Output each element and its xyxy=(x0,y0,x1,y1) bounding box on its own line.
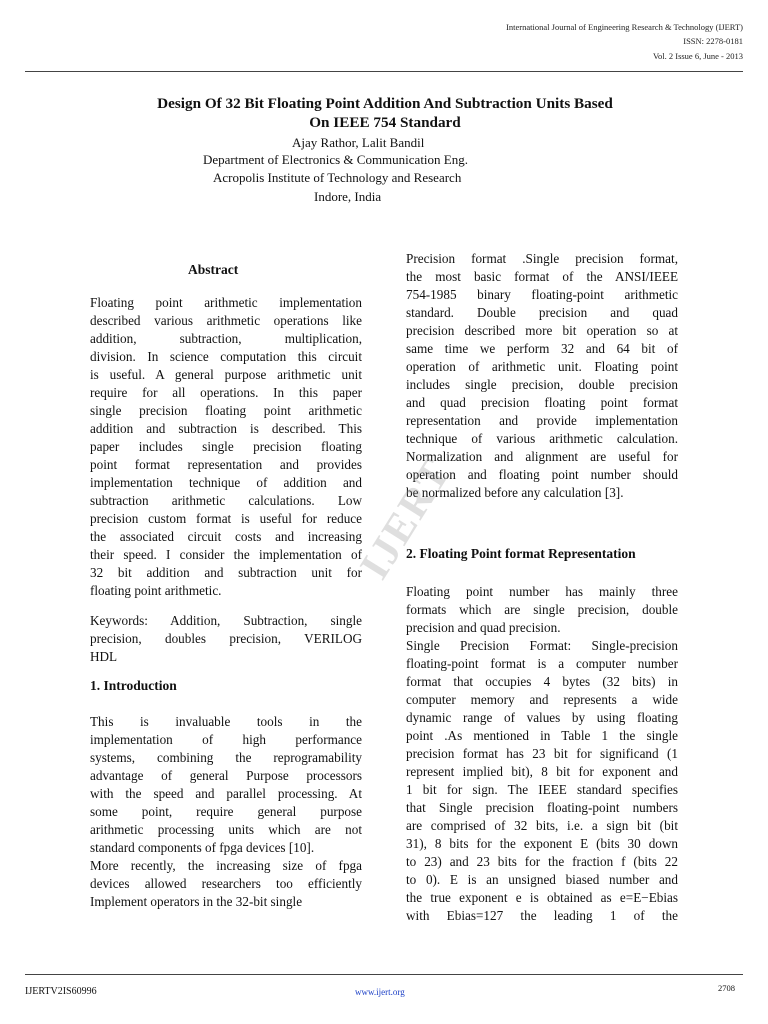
section2-body xyxy=(406,583,678,925)
abstract-heading: Abstract xyxy=(188,262,239,277)
section2-line: 1 bit for sign. The IEEE standard specifies xyxy=(406,782,678,797)
authors: Ajay Rathor, Lalit Bandil xyxy=(292,135,425,150)
continuation-line: Normalization and alignment are useful for xyxy=(406,449,678,464)
introduction-heading: 1. Introduction xyxy=(90,678,177,693)
section2-line: computer memory and represents a wide xyxy=(406,692,678,707)
section2-line: are comprised of 32 bits, i.e. a sign bit (bit xyxy=(406,818,678,833)
abstract-line: single precision floating point arithmetic xyxy=(90,403,362,418)
abstract-line: addition and subtraction is described. This xyxy=(90,421,362,436)
section2-line: Floating point number has mainly three xyxy=(406,584,678,599)
watermark: IJERT xyxy=(351,450,461,588)
department: Department of Electronics & Communication Eng. xyxy=(203,152,468,167)
section2-line: Single Precision Format: Single-precision xyxy=(406,638,678,653)
section2-line: to 0). E is an unsigned biased number and xyxy=(406,872,678,887)
continuation-line: be normalized before any calculation [3]. xyxy=(406,485,624,500)
abstract-line: require for all operations. In this paper xyxy=(90,385,362,400)
abstract-line: 32 bit addition and subtraction unit for xyxy=(90,565,362,580)
continuation-line: Precision format .Single precision format, xyxy=(406,251,678,266)
abstract-line: implementation technique of addition and xyxy=(90,475,362,490)
continuation-line: the most basic format of the ANSI/IEEE xyxy=(406,269,678,284)
abstract-line: paper includes single precision floating xyxy=(90,439,362,454)
section2-line: 31), 8 bits for the exponent E (bits 30 down xyxy=(406,836,678,851)
section2-line: formats which are single precision, double xyxy=(406,602,678,617)
section2-line: that Single precision floating-point numbers xyxy=(406,800,678,815)
abstract-line: described various arithmetic operations like xyxy=(90,313,362,328)
section2-heading: 2. Floating Point format Representation xyxy=(406,546,636,561)
page-number: 2708 xyxy=(718,983,735,993)
section2-line: the true exponent e is obtained as e=E−Ebias xyxy=(406,890,678,905)
continuation-line: representation and provide implementation xyxy=(406,413,678,428)
title-line-2: On IEEE 754 Standard xyxy=(309,114,461,131)
intro-line: systems, combining the reprogramability xyxy=(90,750,362,765)
continuation-line: 754-1985 binary floating-point arithmetic xyxy=(406,287,678,302)
website-link[interactable]: www.ijert.org xyxy=(355,987,405,997)
continuation-body xyxy=(406,250,678,502)
paper-title xyxy=(60,94,710,132)
footer-rule xyxy=(25,974,743,975)
intro-line: implementation of high performance xyxy=(90,732,362,747)
keywords-line: HDL xyxy=(90,649,118,664)
section2-line: dynamic range of values by using floating xyxy=(406,710,678,725)
abstract-line: addition, subtraction, multiplication, xyxy=(90,331,362,346)
intro-line: some point, require general purpose xyxy=(90,804,362,819)
intro-line: This is invaluable tools in the xyxy=(90,714,362,729)
intro-line: standard components of fpga devices [10]. xyxy=(90,840,315,855)
continuation-line: technique of various arithmetic calculation. xyxy=(406,431,678,446)
intro-line: advantage of general Purpose processors xyxy=(90,768,362,783)
continuation-line: operation of arithmetic unit. Floating point xyxy=(406,359,678,374)
abstract-line: point format representation and provides xyxy=(90,457,362,472)
section2-line: with Ebias=127 the leading 1 of the xyxy=(406,908,678,923)
abstract-line: division. In science computation this circuit xyxy=(90,349,362,364)
journal-name: International Journal of Engineering Research & Technology (IJERT) xyxy=(506,22,743,32)
section2-line: represent implied bit), 8 bit for exponent and xyxy=(406,764,678,779)
abstract-body xyxy=(90,294,362,600)
paper-id: IJERTV2IS60996 xyxy=(25,986,97,997)
section2-line: point .As mentioned in Table 1 the single xyxy=(406,728,678,743)
section2-line: to 23) and 23 bits for the fraction f (bits 22 xyxy=(406,854,678,869)
intro-line: devices allowed researchers too efficiently xyxy=(90,876,362,891)
intro-line: with the speed and parallel processing. At xyxy=(90,786,362,801)
introduction-body xyxy=(90,713,362,911)
continuation-line: same time we perform 32 and 64 bit of xyxy=(406,341,678,356)
keywords xyxy=(90,612,362,666)
title-line-1: Design Of 32 Bit Floating Point Addition And Subtraction Units Based xyxy=(157,95,613,112)
intro-line: arithmetic processing units which are not xyxy=(90,822,362,837)
keywords-line: Keywords: Addition, Subtraction, single xyxy=(90,613,362,628)
volume-issue: Vol. 2 Issue 6, June - 2013 xyxy=(652,51,743,61)
continuation-line: precision described more bit operation so at xyxy=(406,323,678,338)
continuation-line: standard. Double precision and quad xyxy=(406,305,678,320)
section2-line: format that occupies 4 bytes (32 bits) in xyxy=(406,674,678,689)
continuation-line: includes single precision, double precision xyxy=(406,377,678,392)
keywords-line: precision, doubles precision, VERILOG xyxy=(90,631,362,646)
section2-line: precision and quad precision. xyxy=(406,620,561,635)
continuation-line: operation and floating point number should xyxy=(406,467,678,482)
intro-line: Implement operators in the 32-bit single xyxy=(90,894,303,909)
abstract-line: is useful. A general purpose arithmetic unit xyxy=(90,367,362,382)
section2-line: floating-point format is a computer number xyxy=(406,656,678,671)
abstract-line: Floating point arithmetic implementation xyxy=(90,295,362,310)
section2-line: precision format has 23 bit for significand (1 xyxy=(406,746,678,761)
abstract-line: precision custom format is useful for reduce xyxy=(90,511,362,526)
continuation-line: and quad precision floating point format xyxy=(406,395,678,410)
abstract-line: floating point arithmetic. xyxy=(90,583,222,598)
abstract-line: the associated circuit costs and increasing xyxy=(90,529,362,544)
abstract-line: subtraction arithmetic calculations. Low xyxy=(90,493,362,508)
issn: ISSN: 2278-0181 xyxy=(683,36,743,46)
city: Indore, India xyxy=(314,189,382,204)
header-rule xyxy=(25,71,743,72)
institute: Acropolis Institute of Technology and Research xyxy=(213,170,462,185)
abstract-line: their speed. I consider the implementation of xyxy=(90,547,362,562)
intro-line: More recently, the increasing size of fpga xyxy=(90,858,362,873)
